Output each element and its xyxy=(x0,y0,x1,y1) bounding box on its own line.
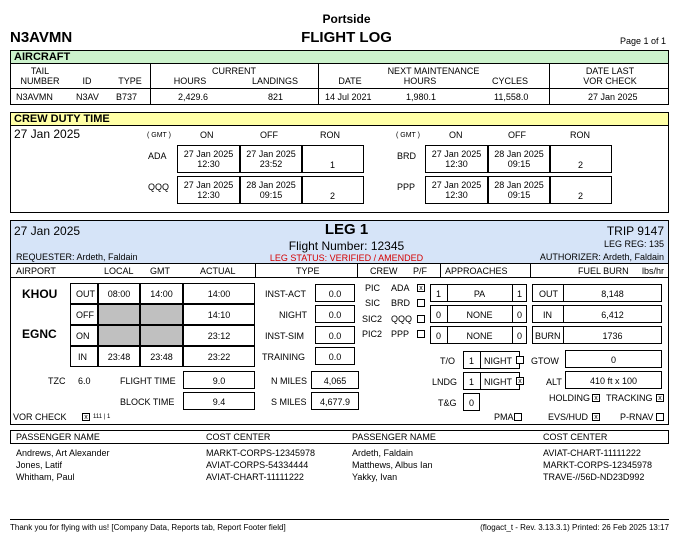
crew-ron-right: RON xyxy=(570,130,590,140)
passenger-cost-center: MARKT-CORPS-12345978 xyxy=(206,448,316,458)
crew-ron-value: 2 xyxy=(578,191,584,201)
crew-ron-value: 2 xyxy=(330,191,336,201)
tzc-value: 6.0 xyxy=(78,376,91,386)
fuel-out-label: OUT xyxy=(539,289,558,299)
crew-code: PPP xyxy=(397,182,416,192)
crew-ron-value: 2 xyxy=(578,160,584,170)
on-gmt-box xyxy=(140,325,183,346)
takeoff-label: T/O xyxy=(440,356,455,366)
altitude-value: 410 ft x 100 xyxy=(589,376,638,386)
passenger-name-header: PASSENGER NAME xyxy=(352,432,436,442)
pma-checkbox[interactable] xyxy=(514,413,522,421)
touch-and-go-label: T&G xyxy=(438,398,457,408)
page-title: FLIGHT LOG xyxy=(301,29,392,46)
aircraft-h-tail: TAIL xyxy=(30,66,50,76)
crew-role: PIC xyxy=(365,283,381,293)
in-local: 23:48 xyxy=(107,352,131,362)
col-type: TYPE xyxy=(296,266,320,276)
type-night-label: NIGHT xyxy=(279,310,307,320)
col-actual: ACTUAL xyxy=(200,266,236,276)
fuel-in-value: 6,412 xyxy=(601,310,624,320)
crew-on-time: 12:30 xyxy=(197,190,220,200)
aircraft-landings: 821 xyxy=(268,92,284,102)
crew-ron-left: RON xyxy=(320,130,340,140)
vor-check-label: VOR CHECK xyxy=(13,412,67,422)
approach-type: NONE xyxy=(466,331,493,341)
crew-ron-value: 1 xyxy=(330,160,336,170)
crew-duty-section-title: CREW DUTY TIME xyxy=(14,113,110,125)
leg-title: LEG 1 xyxy=(324,221,369,238)
aircraft-maint-cycles: 11,558.0 xyxy=(494,92,529,102)
pf-checkbox[interactable] xyxy=(417,299,425,307)
crew-off-date: 28 Jan 2025 xyxy=(246,180,296,190)
col-fuel-burn: FUEL BURN xyxy=(578,266,629,276)
crew-on-left: ON xyxy=(200,130,214,140)
approach-count: 1 xyxy=(436,289,442,299)
crew-off-date: 28 Jan 2025 xyxy=(494,180,544,190)
flight-time-value: 9.0 xyxy=(212,376,226,386)
crew-on-time: 12:30 xyxy=(197,159,220,169)
landing-value: 1 xyxy=(469,377,475,387)
approach-count: 0 xyxy=(517,331,523,341)
aircraft-hours: 2,429.6 xyxy=(178,92,209,102)
crew-off-date: 27 Jan 2025 xyxy=(246,149,296,159)
nautical-miles-value: 4,065 xyxy=(323,376,347,386)
p-rnav-label: P-RNAV xyxy=(620,412,654,422)
report-footer-text: Thank you for flying with us! [Company Data, Reports tab, Report Footer field] xyxy=(10,523,286,532)
crew-gmt-left: ( GMT ) xyxy=(147,132,171,139)
block-time-label: BLOCK TIME xyxy=(120,397,175,407)
aircraft-band xyxy=(10,50,669,64)
aircraft-h-nm-hours: HOURS xyxy=(403,76,437,86)
touch-and-go-value: 0 xyxy=(469,398,475,408)
aircraft-tail: N3AVMN xyxy=(16,92,53,102)
authorizer: Ardeth, Faldain xyxy=(602,252,664,262)
aircraft-h-hours: HOURS xyxy=(173,76,207,86)
fuel-in-label: IN xyxy=(543,310,552,320)
aircraft-h-date-last: DATE LAST xyxy=(585,66,635,76)
tracking-label: TRACKING xyxy=(606,393,653,403)
crew-off-date: 28 Jan 2025 xyxy=(494,149,544,159)
passenger-cost-center: TRAVE-//56D-ND23D992 xyxy=(543,472,645,482)
requester-label: REQUESTER: xyxy=(16,252,75,262)
approach-type: PA xyxy=(473,289,486,299)
landing-label: LNDG xyxy=(432,377,458,387)
in-actual: 23:22 xyxy=(207,352,231,362)
aircraft-vor-date: 27 Jan 2025 xyxy=(588,92,638,102)
p-rnav-checkbox[interactable] xyxy=(656,413,664,421)
approach-count: 1 xyxy=(517,289,523,299)
crew-gmt-right: ( GMT ) xyxy=(396,132,420,139)
passenger-name: Andrews, Art Alexander xyxy=(16,448,110,458)
tracking-checkbox[interactable]: x xyxy=(656,394,664,402)
nautical-miles-label: N MILES xyxy=(271,376,308,386)
crew-duty-date: 27 Jan 2025 xyxy=(14,127,81,141)
crew-off-time: 09:15 xyxy=(259,190,283,200)
crew-on-date: 27 Jan 2025 xyxy=(183,149,234,159)
crew-role: SIC xyxy=(365,298,381,308)
approach-type: NONE xyxy=(466,310,493,320)
off-gmt-box xyxy=(140,304,183,325)
aircraft-h-vor-check: VOR CHECK xyxy=(583,76,637,86)
flight-number: 12345 xyxy=(370,239,405,253)
tail-heading: N3AVMN xyxy=(10,29,73,46)
passenger-cost-center: AVIAT-CHART-11111222 xyxy=(206,472,304,482)
in-gmt: 23:48 xyxy=(150,352,173,362)
cost-center-header: COST CENTER xyxy=(206,432,271,442)
crew-off-left: OFF xyxy=(260,130,278,140)
type-inst-sim-value: 0.0 xyxy=(328,331,342,341)
crew-member-code: BRD xyxy=(391,298,411,308)
passenger-cost-center: MARKT-CORPS-12345978 xyxy=(543,460,653,470)
off-label: OFF xyxy=(76,310,94,320)
landing-night-label: NIGHT xyxy=(484,377,512,387)
aircraft-type: B737 xyxy=(116,92,138,102)
crew-member-code: ADA xyxy=(391,283,410,293)
aircraft-h-type: TYPE xyxy=(118,76,142,86)
vor-check-detail: 111 | 1 xyxy=(93,414,111,420)
out-local: 08:00 xyxy=(107,289,131,299)
cost-center-header: COST CENTER xyxy=(543,432,608,442)
approach-count: 0 xyxy=(436,310,442,320)
aircraft-h-cycles: CYCLES xyxy=(491,76,528,86)
col-pf: P/F xyxy=(413,266,428,276)
gtow-label: GTOW xyxy=(531,356,559,366)
pf-checkbox[interactable]: x xyxy=(417,284,425,292)
leg-trip: TRIP 9147 xyxy=(606,224,664,238)
fuel-burn-label: BURN xyxy=(535,331,561,341)
col-crew: CREW xyxy=(370,266,398,276)
takeoff-night-checkbox[interactable] xyxy=(516,356,524,364)
crew-on-time: 12:30 xyxy=(445,159,468,169)
crew-code: BRD xyxy=(397,151,417,161)
out-actual: 14:00 xyxy=(207,289,231,299)
crew-code: QQQ xyxy=(148,182,170,192)
aircraft-h-date: DATE xyxy=(338,76,362,86)
col-lbs-hr: lbs/hr xyxy=(642,266,665,276)
off-actual: 14:10 xyxy=(207,310,231,320)
passenger-name-header: PASSENGER NAME xyxy=(16,432,100,442)
evs-hud-label: EVS/HUD xyxy=(548,412,589,422)
on-local-box xyxy=(98,325,140,346)
aircraft-h-id: ID xyxy=(82,76,92,86)
fuel-burn-value: 1736 xyxy=(602,331,623,341)
statute-miles-label: S MILES xyxy=(271,397,307,407)
leg-date: 27 Jan 2025 xyxy=(14,224,81,238)
pf-checkbox[interactable] xyxy=(417,330,425,338)
landing-night-checkbox[interactable]: x xyxy=(516,377,524,385)
altitude-label: ALT xyxy=(546,377,562,387)
approach-count: 0 xyxy=(436,331,442,341)
aircraft-maint-date: 14 Jul 2021 xyxy=(325,92,372,102)
requester: Ardeth, Faldain xyxy=(76,252,138,262)
in-label: IN xyxy=(78,352,87,362)
out-label: OUT xyxy=(76,289,95,299)
type-inst-act-value: 0.0 xyxy=(328,289,342,299)
crew-on-right: ON xyxy=(449,130,463,140)
type-training-label: TRAINING xyxy=(262,352,306,362)
holding-label: HOLDING xyxy=(549,393,591,403)
statute-miles-value: 4,677.9 xyxy=(319,397,351,407)
to-airport: EGNC xyxy=(22,327,57,341)
col-gmt: GMT xyxy=(150,266,170,276)
approach-count: 0 xyxy=(517,310,523,320)
fuel-out-value: 8,148 xyxy=(601,289,624,299)
takeoff-night-label: NIGHT xyxy=(484,356,512,366)
aircraft-section-title: AIRCRAFT xyxy=(14,51,71,63)
gtow-value: 0 xyxy=(610,355,616,365)
crew-code: ADA xyxy=(148,151,167,161)
crew-on-date: 27 Jan 2025 xyxy=(431,149,482,159)
aircraft-id: N3AV xyxy=(76,92,99,102)
col-approaches: APPROACHES xyxy=(445,266,508,276)
vor-check-checkbox[interactable]: x xyxy=(82,413,90,421)
takeoff-value: 1 xyxy=(469,356,475,366)
passenger-name: Whitham, Paul xyxy=(16,472,75,482)
aircraft-h-number: NUMBER xyxy=(20,76,60,86)
on-label: ON xyxy=(76,331,90,341)
crew-on-time: 12:30 xyxy=(445,190,468,200)
leg-status: LEG STATUS: VERIFIED / AMENDED xyxy=(269,253,424,263)
crew-member-code: PPP xyxy=(391,329,410,339)
on-actual: 23:12 xyxy=(207,331,231,341)
type-inst-act-label: INST-ACT xyxy=(265,289,307,299)
aircraft-h-next-maint: NEXT MAINTENANCE xyxy=(387,66,480,76)
passenger-cost-center: AVIAT-CHART-11111222 xyxy=(543,448,641,458)
passenger-name: Matthews, Albus Ian xyxy=(352,460,433,470)
aircraft-maint-hours: 1,980.1 xyxy=(406,92,437,102)
passenger-name: Ardeth, Faldain xyxy=(352,448,414,458)
off-local-box xyxy=(98,304,140,325)
pma-label: PMA xyxy=(494,412,514,422)
crew-off-time: 09:15 xyxy=(507,190,531,200)
crew-member-code: QQQ xyxy=(391,314,413,324)
passenger-name: Yakky, Ivan xyxy=(352,472,398,482)
print-info: (flogact_t - Rev. 3.13.3.1) Printed: 26 Feb 2025 13:17 xyxy=(480,523,669,532)
crew-off-right: OFF xyxy=(508,130,526,140)
from-airport: KHOU xyxy=(22,287,58,301)
pf-checkbox[interactable] xyxy=(417,315,425,323)
passenger-name: Jones, Latif xyxy=(16,460,63,470)
leg-reg-label: LEG REG: xyxy=(603,239,647,249)
page-indicator: Page 1 of 1 xyxy=(620,36,667,46)
aircraft-h-current: CURRENT xyxy=(212,66,256,76)
leg-reg-line xyxy=(540,239,664,249)
crew-role: SIC2 xyxy=(362,314,383,324)
evs-hud-checkbox[interactable]: x xyxy=(592,413,600,421)
org-name: Portside xyxy=(322,12,371,26)
tzc-label: TZC xyxy=(48,376,66,386)
authorizer-label: AUTHORIZER: xyxy=(539,252,601,262)
col-airport: AIRPORT xyxy=(16,266,56,276)
flight-time-label: FLIGHT TIME xyxy=(120,376,176,386)
flight-number-label: Flight Number: xyxy=(288,239,368,253)
crew-on-date: 27 Jan 2025 xyxy=(431,180,482,190)
authorizer-line xyxy=(480,252,664,262)
type-inst-sim-label: INST-SIM xyxy=(265,331,305,341)
holding-checkbox[interactable]: x xyxy=(592,394,600,402)
col-local: LOCAL xyxy=(104,266,134,276)
type-training-value: 0.0 xyxy=(328,352,342,362)
leg-reg: 135 xyxy=(648,239,664,249)
crew-on-date: 27 Jan 2025 xyxy=(183,180,234,190)
aircraft-h-landings: LANDINGS xyxy=(251,76,298,86)
crew-off-time: 23:52 xyxy=(259,159,283,169)
crew-off-time: 09:15 xyxy=(507,159,531,169)
type-night-value: 0.0 xyxy=(328,310,342,320)
crew-role: PIC2 xyxy=(362,329,383,339)
out-gmt: 14:00 xyxy=(150,289,173,299)
passenger-cost-center: AVIAT-CORPS-54334444 xyxy=(206,460,309,470)
block-time-value: 9.4 xyxy=(212,397,226,407)
